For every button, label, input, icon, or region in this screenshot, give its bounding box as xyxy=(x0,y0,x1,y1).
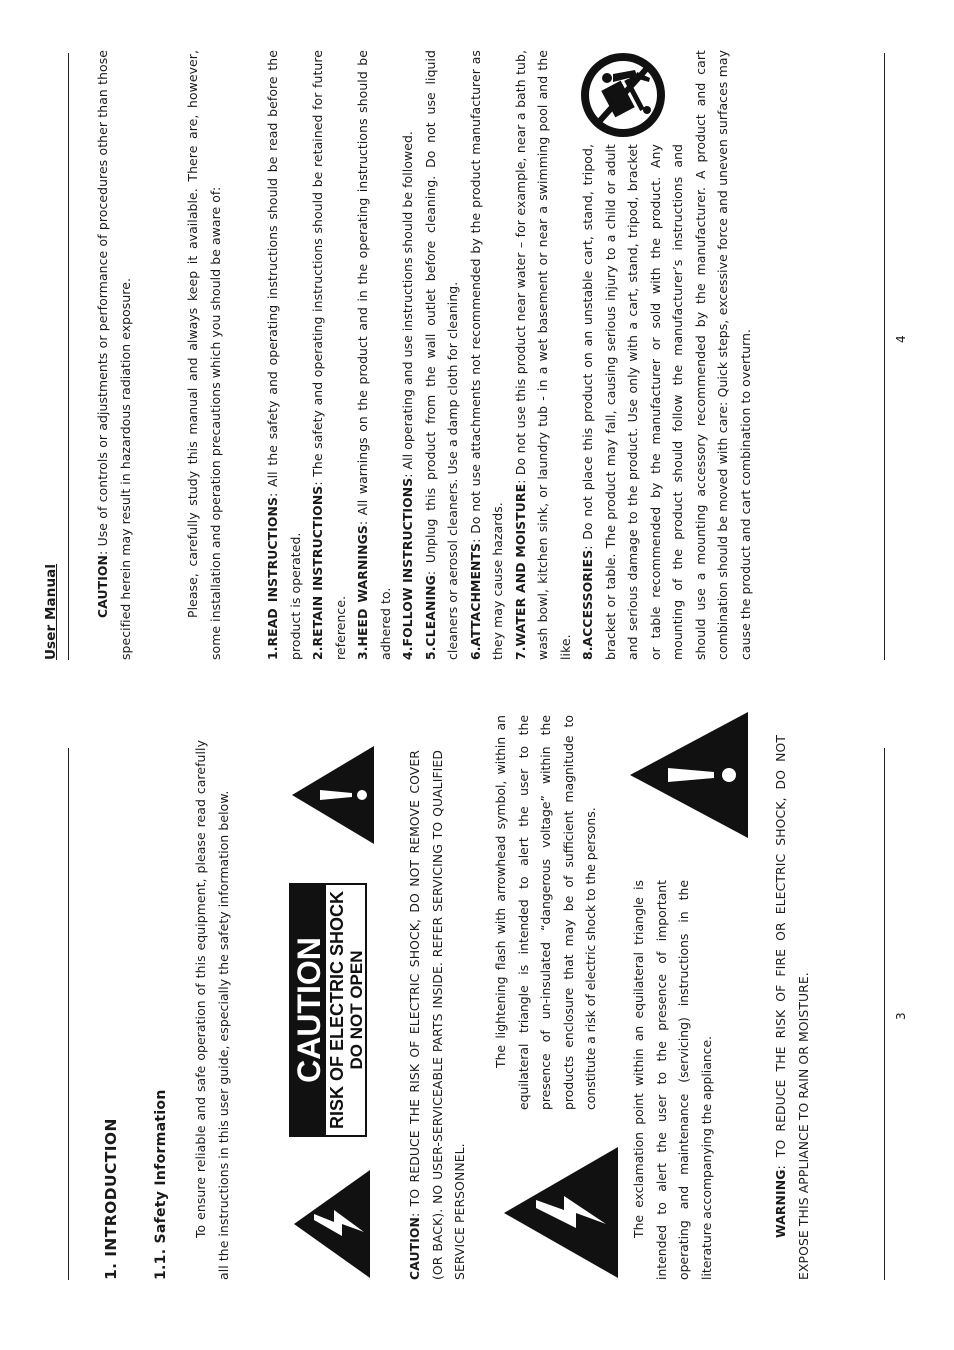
item-lead: 1.READ INSTRUCTIONS xyxy=(265,496,280,660)
caution-body: : Use of controls or adjustments or performance of procedures other than those specified herein may result in hazardous radiation exposure. xyxy=(95,50,133,660)
exclamation-explanation xyxy=(628,710,758,1280)
radiation-caution-paragraph xyxy=(92,50,137,660)
item-lead: 3.HEED WARNINGS xyxy=(355,525,370,660)
header-title: User Manual xyxy=(43,563,59,660)
warning-lead: WARNING xyxy=(773,1169,788,1238)
lightning-triangle-icon xyxy=(502,1145,620,1280)
exclamation-triangle-icon xyxy=(628,710,750,840)
top-rule xyxy=(68,53,69,660)
exclamation-paragraph: The exclamation point within an equilateral triangle is intended to alert the user to the presence of important operating and maintenance (servicing) instructions in the literature accompanying the appliance. xyxy=(631,880,714,1280)
intro-paragraph: To ensure reliable and safe operation of this equipment, please read carefully all the instructions in this user guide, especially the safety information below. xyxy=(193,740,231,1280)
caution-lead: CAUTION xyxy=(95,554,110,618)
caution-label-line2: RISK OF ELECTRIC SHOCK xyxy=(327,890,347,1130)
item-body: : Do not place this product on an unstable cart, stand, tripod, bracket or table. The product may fall, causing serious injury to a child or adult and serious damage to the product. Use only with a cart, stand, tripod, bracket or table recommended by the manufacturer or sold with the product. Any mounting of the product should follow the manufacturer’s instructions and should use a mounting accessory recommended by the manufacturer. A product and cart combination should be moved with care: Quick steps, excessive force and uneven surfaces may cause the product and cart combination to overturn. xyxy=(580,50,753,660)
page-3 xyxy=(0,710,954,1350)
item-lead: 6.ATTACHMENTS xyxy=(467,542,483,660)
cart-warning-icon xyxy=(577,50,669,140)
item-lead: 2.RETAIN INSTRUCTIONS xyxy=(310,485,325,660)
list-item xyxy=(262,50,307,660)
list-item xyxy=(577,50,757,660)
item-body: : Do not use this product near water – for example, near a bath tub, wash bowl, kitchen sink, or laundry tub - in a wet basement or near a swimming pool and the like. xyxy=(512,49,573,660)
item-body: : Do not use attachments not recommended by the product manufacturer as they may cause hazards. xyxy=(467,50,505,660)
caution-label-line3: DO NOT OPEN xyxy=(347,950,366,1070)
page-number: 3 xyxy=(894,1012,908,1020)
caution-lead: CAUTION xyxy=(407,1216,422,1280)
item-body: : All warnings on the product and in the operating instructions should be adhered to. xyxy=(355,50,393,660)
lightning-explanation xyxy=(490,710,600,1280)
please-paragraph: Please, carefully study this manual and always keep it available. There are, however, some installation and operation precautions which you should be aware of: xyxy=(185,50,223,660)
caution-label-graphic xyxy=(289,883,367,1137)
page-number: 4 xyxy=(894,335,908,343)
item-lead: 8.ACCESSORIES xyxy=(580,549,595,660)
caution-symbols-row xyxy=(290,740,380,1280)
list-item xyxy=(397,50,420,660)
bottom-rule xyxy=(884,748,885,1280)
safety-instructions-list xyxy=(262,50,757,660)
caution-label-line1: CAUTION xyxy=(291,937,327,1083)
list-item xyxy=(420,50,465,660)
list-item xyxy=(510,50,578,660)
bottom-rule xyxy=(884,53,885,660)
page-4 xyxy=(0,0,954,660)
list-item xyxy=(465,50,510,660)
item-body: : All the safety and operating instructions should be read before the product is operated. xyxy=(265,50,303,660)
subsection-title: 1.1. Safety Information xyxy=(153,1089,169,1280)
exclamation-triangle-icon xyxy=(290,744,376,846)
list-item xyxy=(307,50,352,660)
item-lead: 5.CLEANING xyxy=(422,575,438,660)
section-title: 1. INTRODUCTION xyxy=(102,1118,120,1280)
caution-paragraph xyxy=(404,750,472,1280)
lightning-triangle-icon xyxy=(292,1168,372,1280)
top-rule xyxy=(68,748,69,1280)
caution-body: : TO REDUCE THE RISK OF ELECTRIC SHOCK, DO NOT REMOVE COVER (OR BACK). NO USER-SERVICEABLE PARTS INSIDE. REFER SERVICING TO QUALIFIED SERVICE PERSONNEL. xyxy=(407,750,467,1280)
item-body: : Unplug this product from the wall outlet before cleaning. Do not use liquid cleaners or aerosol cleaners. Use a damp cloth for cleaning. xyxy=(422,50,460,660)
item-lead: 4.FOLLOW INSTRUCTIONS xyxy=(400,477,415,660)
warning-paragraph xyxy=(770,735,815,1280)
item-lead: 7.WATER AND MOISTURE xyxy=(512,483,528,660)
warning-body: : TO REDUCE THE RISK OF FIRE OR ELECTRIC SHOCK, DO NOT EXPOSE THIS APPLIANCE TO RAIN OR MOISTURE. xyxy=(773,735,811,1280)
lightning-paragraph: The lightening flash with arrowhead symbol, within an equilateral triangle is intended to alert the user to the presence of un-insulated “dangerous voltage” within the products enclosure that may be of sufficient magnitude to constitute a risk of electric shock to the persons. xyxy=(493,715,598,1110)
list-item xyxy=(352,50,397,660)
item-body: : The safety and operating instructions should be retained for future reference. xyxy=(310,50,348,660)
item-body: : All operating and use instructions should be followed. xyxy=(400,131,415,478)
